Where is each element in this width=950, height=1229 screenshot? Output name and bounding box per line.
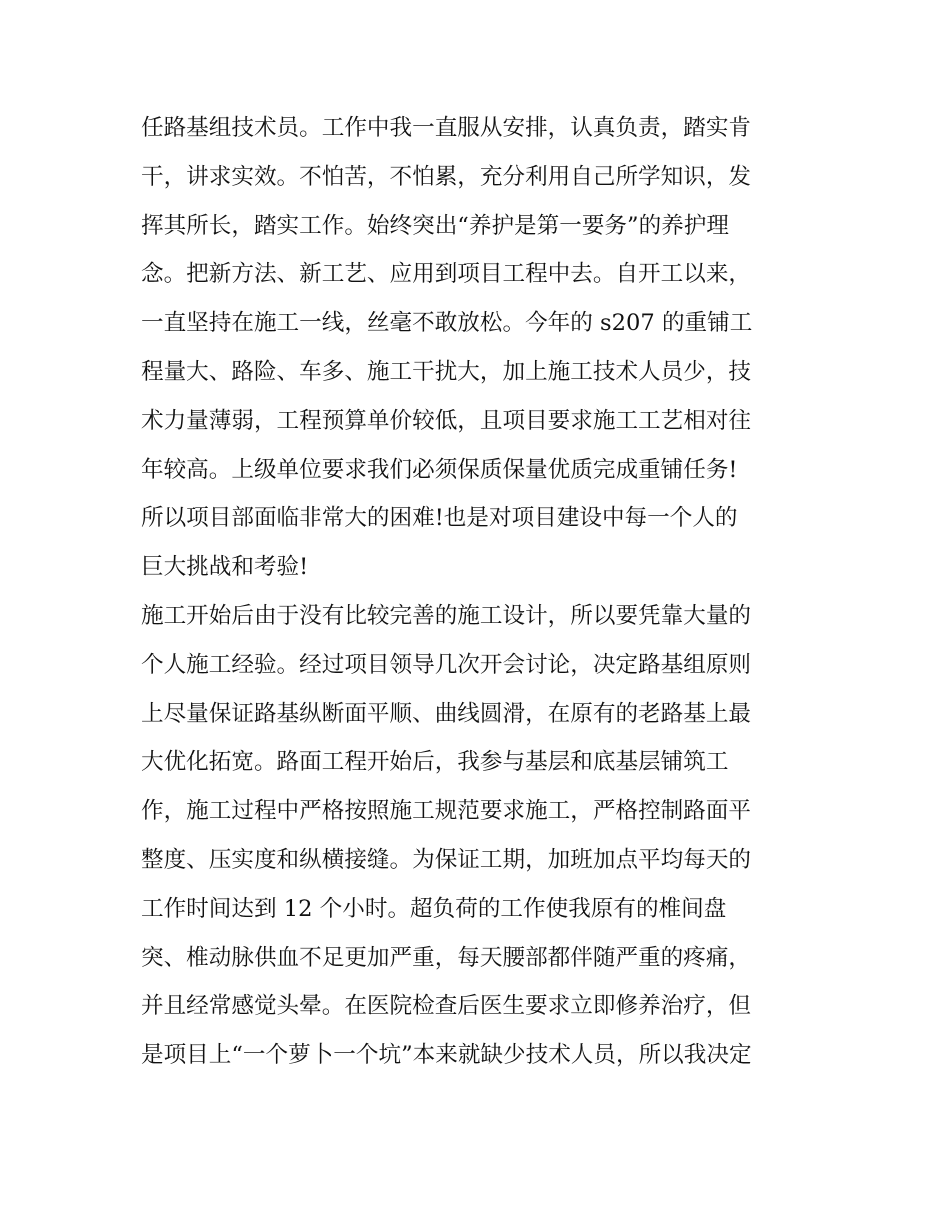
text-line-1: 任路基组技术员。工作中我一直服从安排，认真负责，踏实肯: [141, 115, 752, 141]
text-line-19: 并且经常感觉头晕。在医院检查后医生要求立即修养治疗，但: [141, 993, 752, 1020]
text-line-10: 巨大挑战和考验!: [141, 554, 309, 581]
text-line-12: 个人施工经验。经过项目领导几次开会讨论，决定路基组原则: [141, 651, 752, 678]
text-line-15: 作，施工过程中严格按照施工规范要求施工，严格控制路面平: [141, 798, 752, 825]
text-line-20: 是项目上“一个萝卜一个坑”本来就缺少技术人员，所以我决定: [141, 1042, 752, 1069]
text-line-11: 施工开始后由于没有比较完善的施工设计，所以要凭靠大量的: [141, 602, 752, 629]
body-text: [141, 104, 821, 1080]
text-line-16: 整度、压实度和纵横接缝。为保证工期，加班加点平均每天的: [141, 846, 752, 873]
text-line-2: 干，讲求实效。不怕苦，不怕累，充分利用自己所学知识，发: [141, 163, 752, 190]
text-line-6: 程量大、路险、车多、施工干扰大，加上施工技术人员少，技: [141, 358, 752, 385]
text-line-3: 挥其所长，踏实工作。始终突出“养护是第一要务”的养护理: [141, 212, 729, 239]
text-line-14: 大优化拓宽。路面工程开始后，我参与基层和底基层铺筑工: [141, 749, 729, 776]
text-line-9: 所以项目部面临非常大的困难!也是对项目建设中每一个人的: [141, 505, 738, 532]
text-line-8: 年较高。上级单位要求我们必须保质保量优质完成重铺任务!: [141, 456, 738, 483]
text-line-7: 术力量薄弱，工程预算单价较低，且项目要求施工工艺相对往: [141, 407, 752, 434]
text-line-13: 上尽量保证路基纵断面平顺、曲线圆滑，在原有的老路基上最: [141, 700, 752, 727]
text-line-5: 一直坚持在施工一线，丝毫不敢放松。今年的 s207 的重铺工: [141, 310, 753, 337]
text-line-4: 念。把新方法、新工艺、应用到项目工程中去。自开工以来，: [141, 261, 752, 288]
text-line-18: 突、椎动脉供血不足更加严重，每天腰部都伴随严重的疼痛，: [141, 944, 752, 971]
text-line-17: 工作时间达到 12 个小时。超负荷的工作使我原有的椎间盘: [141, 895, 727, 922]
